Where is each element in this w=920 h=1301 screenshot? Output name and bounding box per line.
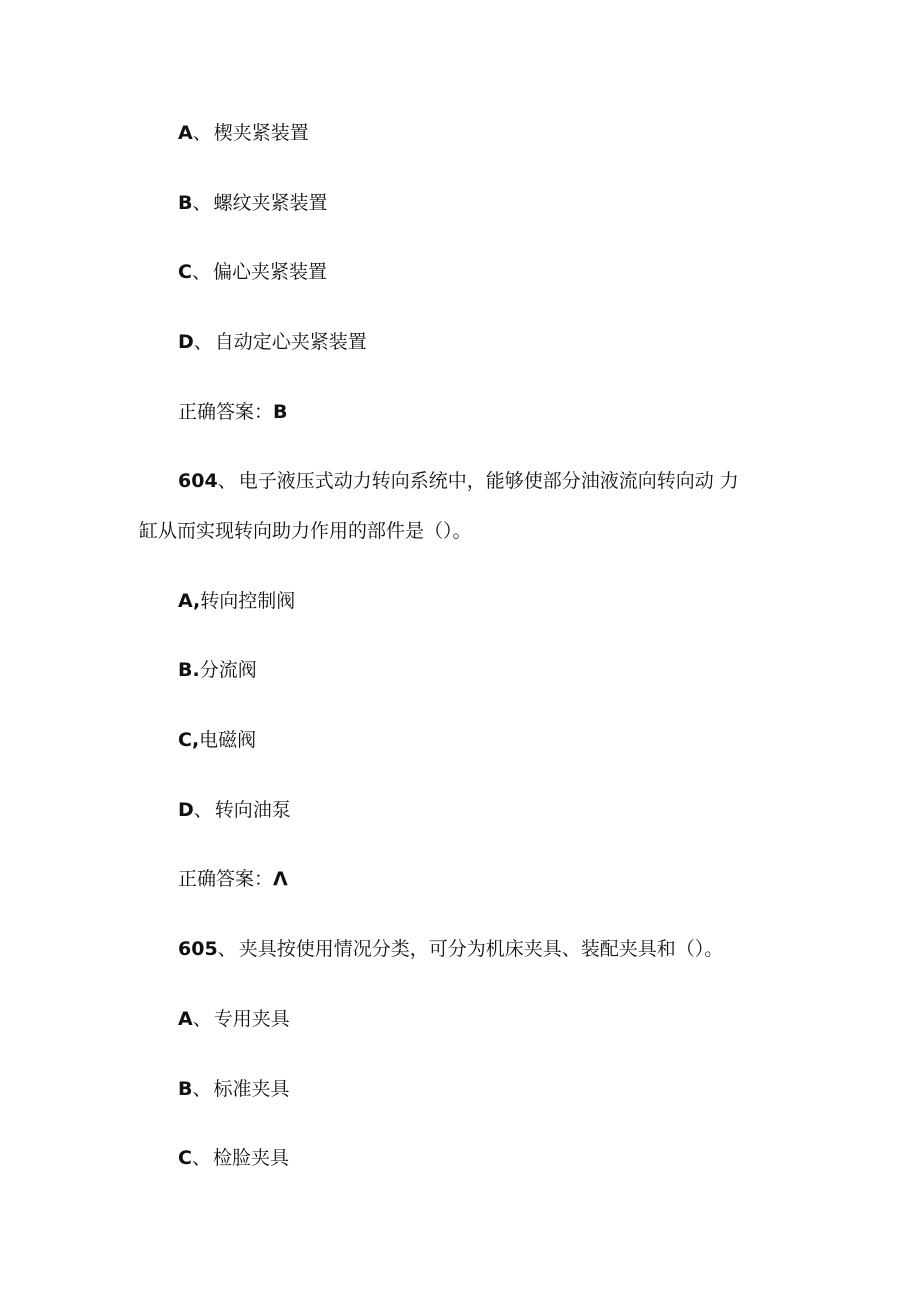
question-604-line-2 — [139, 519, 472, 543]
option-label: D — [178, 331, 194, 353]
option-text: 电磁阀 — [199, 729, 257, 751]
question-604-line-1 — [178, 469, 739, 493]
option-text: 标准夹具 — [213, 1078, 290, 1100]
option-label: C, — [178, 729, 200, 751]
question-number: 605 — [178, 938, 218, 960]
question-text: 缸从而实现转向助力作用的部件是（）。 — [139, 520, 472, 542]
option-text: 楔夹紧装置 — [213, 122, 309, 144]
question-separator: 、 — [217, 938, 237, 960]
question-separator: 、 — [217, 470, 237, 492]
option-separator: 、 — [192, 122, 212, 144]
question-text: 夹具按使用情况分类，可分为机床夹具、装配夹具和（）。 — [238, 938, 724, 960]
option-separator: 、 — [191, 261, 211, 283]
option-label: A, — [178, 590, 201, 612]
option-c — [178, 260, 327, 284]
option-b — [178, 1077, 290, 1101]
option-text: 检脸夹具 — [212, 1147, 289, 1169]
answer-value: B — [273, 401, 288, 423]
option-text: 自动定心夹紧装置 — [214, 331, 367, 353]
option-separator: 、 — [193, 331, 213, 353]
option-separator: 、 — [192, 1078, 212, 1100]
option-b — [178, 191, 328, 215]
option-text: 转向控制阀 — [200, 590, 296, 612]
option-text: 螺纹夹紧装置 — [213, 192, 328, 214]
question-number: 604 — [178, 470, 218, 492]
option-c — [178, 728, 256, 752]
option-separator: 、 — [191, 1147, 211, 1169]
option-label: B — [178, 1078, 193, 1100]
question-text: 电子液压式动力转向系统中，能够使部分油液流向转向动 力 — [238, 470, 739, 492]
option-c — [178, 1146, 289, 1170]
option-label: B — [178, 192, 193, 214]
option-label: C — [178, 1147, 192, 1169]
option-text: 专用夹具 — [213, 1008, 290, 1030]
answer-value: Λ — [273, 868, 288, 890]
option-separator: 、 — [193, 799, 213, 821]
option-a — [178, 1007, 290, 1031]
correct-answer — [178, 400, 288, 424]
option-a — [178, 589, 295, 613]
correct-answer — [178, 867, 288, 891]
option-d — [178, 330, 367, 354]
option-d — [178, 798, 291, 822]
option-text: 偏心夹紧装置 — [212, 261, 327, 283]
option-text: 分流阀 — [199, 659, 257, 681]
option-a — [178, 121, 309, 145]
option-label: B. — [178, 659, 200, 681]
question-605-line-1 — [178, 937, 723, 961]
option-b — [178, 658, 257, 682]
answer-prefix: 正确答案： — [178, 868, 274, 890]
option-label: C — [178, 261, 192, 283]
option-separator: 、 — [192, 1008, 212, 1030]
answer-prefix: 正确答案： — [178, 401, 274, 423]
option-label: A — [178, 122, 193, 144]
option-text: 转向油泵 — [214, 799, 291, 821]
option-separator: 、 — [192, 192, 212, 214]
option-label: A — [178, 1008, 193, 1030]
option-label: D — [178, 799, 194, 821]
